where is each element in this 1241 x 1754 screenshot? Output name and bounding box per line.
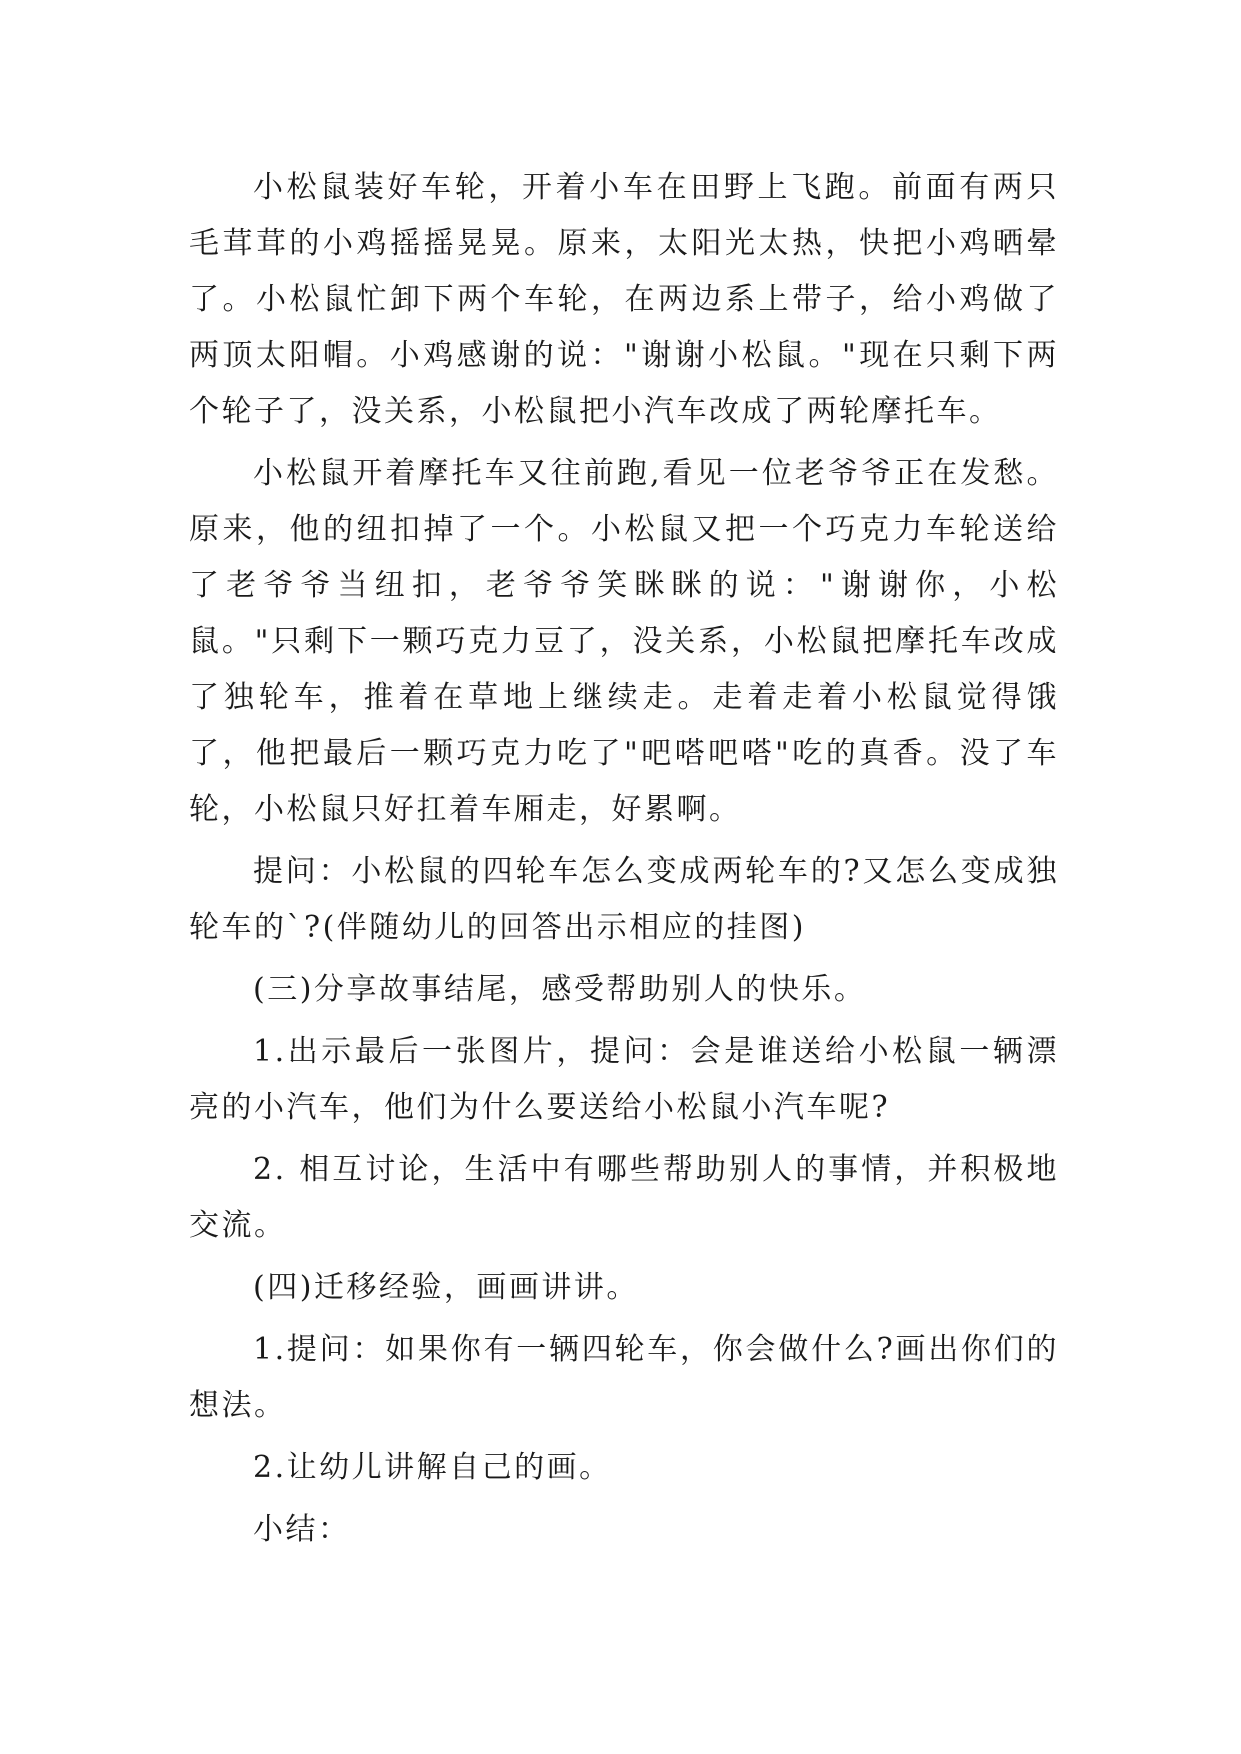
section-heading-four: (四)迁移经验，画画讲讲。: [253, 1270, 639, 1305]
list-item-show-picture: 1.出示最后一张图片，提问：会是谁送给小松鼠一辆漂亮的小汽车，他们为什么要送给小松鼠小汽车呢?: [189, 1034, 1059, 1125]
list-item-drawing-question: 1.提问：如果你有一辆四轮车，你会做什么?画出你们的想法。: [189, 1332, 1059, 1423]
paragraph-story-wheels-chicks: 小松鼠装好车轮，开着小车在田野上飞跑。前面有两只毛茸茸的小鸡摇摇晃晃。原来，太阳光太热，快把小鸡晒晕了。小松鼠忙卸下两个车轮，在两边系上带子，给小鸡做了两顶太阳帽。小鸡感谢的说："谢谢小松鼠。"现在只剩下两个轮子了，没关系，小松鼠把小汽车改成了两轮摩托车。: [189, 170, 1059, 429]
paragraph-question: 提问：小松鼠的四轮车怎么变成两轮车的?又怎么变成独轮车的`?(伴随幼儿的回答出示相应的挂图): [189, 854, 1059, 945]
summary-label: 小结：: [253, 1512, 351, 1547]
paragraph-story-grandpa-button: 小松鼠开着摩托车又往前跑,看见一位老爷爷正在发愁。原来，他的纽扣掉了一个。小松鼠又把一个巧克力车轮送给了老爷爷当纽扣，老爷爷笑眯眯的说："谢谢你，小松鼠。"只剩下一颗巧克力豆了，没关系，小松鼠把摩托车改成了独轮车，推着在草地上继续走。走着走着小松鼠觉得饿了，他把最后一颗巧克力吃了"吧嗒吧嗒"吃的真香。没了车轮，小松鼠只好扛着车厢走，好累啊。: [189, 456, 1059, 827]
document-body: [189, 160, 1059, 1564]
list-item-explain-drawing: 2.让幼儿讲解自己的画。: [253, 1450, 612, 1485]
section-heading-three: (三)分享故事结尾，感受帮助别人的快乐。: [253, 972, 867, 1007]
list-item-discussion: 2. 相互讨论，生活中有哪些帮助别人的事情，并积极地交流。: [189, 1152, 1059, 1243]
